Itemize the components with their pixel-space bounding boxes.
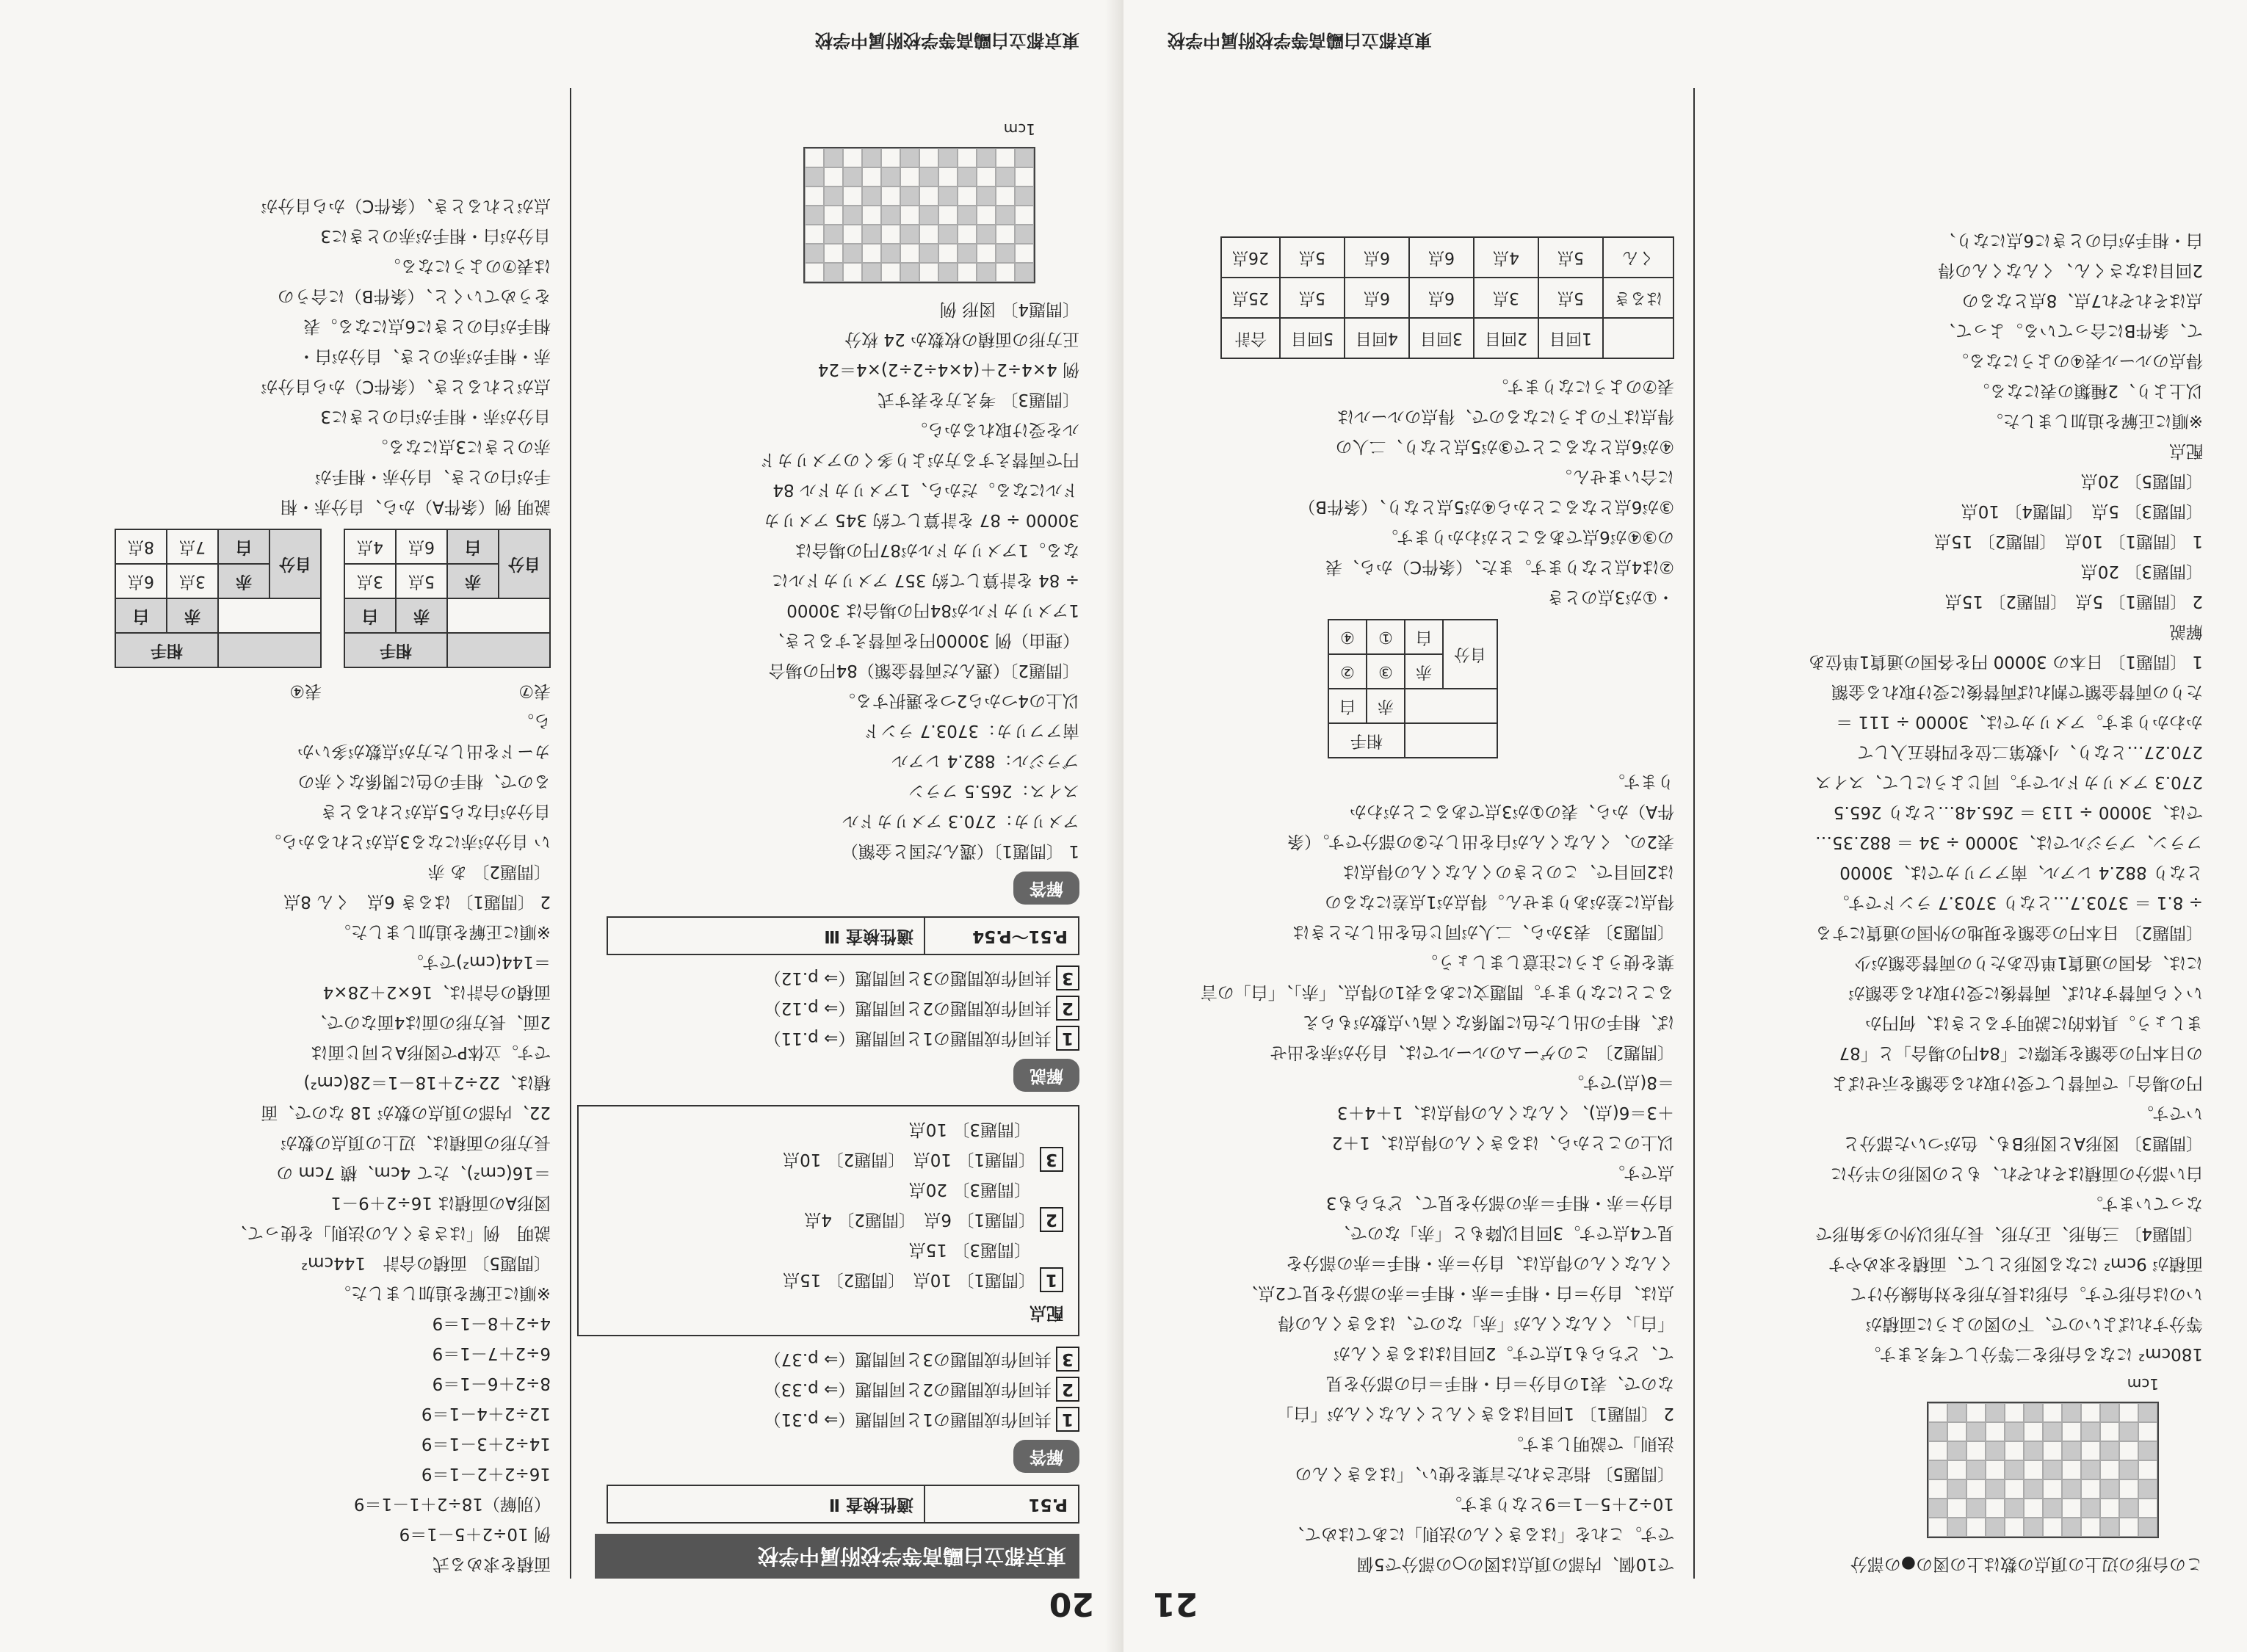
summary-header: 合計 xyxy=(1221,318,1280,358)
summary-row xyxy=(1221,278,1674,318)
text-line: 自分が赤・相手が白のときに3 xyxy=(320,407,551,426)
summary-header: 1回目 xyxy=(1538,318,1603,358)
text-line: いのは台形です。台形は長方形を対角線分けて xyxy=(1849,1284,2203,1303)
table-b xyxy=(115,529,322,668)
text-line: ブラジル：882.4 レアル xyxy=(891,751,1079,770)
text-line: 等分すればよいので、下の図のように面積が xyxy=(1865,1314,2203,1333)
text-line: 得点は下のようになるので、得点のルールは xyxy=(1336,407,1674,426)
text-line: 正方形の面積の枚数か 24 枚分 xyxy=(844,330,1079,349)
summary-cell: 6点 xyxy=(1345,278,1409,318)
text-line: 得点のルール表④のようになる。 xyxy=(1951,351,2203,370)
school-banner: 東京都立白鷗高等学校附属中学校 xyxy=(595,1534,1079,1579)
table-row-header: 白 xyxy=(447,529,499,564)
text-line: 〔問題3〕 5点 〔問題4〕 10点 xyxy=(1961,501,2203,521)
text-line: いです。 xyxy=(2136,1104,2203,1123)
table-row-header: 白 xyxy=(1405,620,1443,654)
score-heading: 配点 xyxy=(1030,1303,1063,1322)
text-line: くんなくんの得点は、自分＝赤・相手＝赤の部分を xyxy=(1286,1253,1674,1272)
summary-name: くん xyxy=(1603,237,1674,278)
text-line: 1アメリカドルが84円の場合は 30000 xyxy=(786,601,1079,620)
text-line: 葉を使うように注意しましょう。 xyxy=(1421,952,1674,971)
text-line: 白・相手が白のときに6点になり、 xyxy=(1939,231,2203,250)
text-line: カードを出した方が点数が多いか xyxy=(297,742,551,761)
table-row-header: 赤 xyxy=(218,564,269,598)
table-col-header: 赤 xyxy=(1367,689,1405,723)
text-line: 30000 ÷ 87 を計算して約 345 アメリカ xyxy=(763,510,1079,529)
text-line: 2 〔問題1〕 1回目はるきくんとくんなくんが「白」 xyxy=(1276,1404,1674,1423)
text-line: ら。 xyxy=(517,711,551,731)
text-line: 相手が白のときに6点になる。表 xyxy=(303,316,551,336)
text-line: ルを受け取れるから。 xyxy=(911,420,1079,439)
section-header-iii xyxy=(607,916,1079,955)
summary-table xyxy=(1220,236,1674,359)
section-title: 適性検査 Ⅲ xyxy=(824,927,913,946)
column-lines xyxy=(1190,766,1674,1579)
text-line: アメリカ：270.3 アメリカドル xyxy=(842,811,1079,830)
column-right-2 xyxy=(66,190,551,1579)
summary-cell: 6点 xyxy=(1409,237,1474,278)
score-tables xyxy=(66,521,551,706)
table-row-header: 赤 xyxy=(447,564,499,598)
text-line: です。これを「はるきくんの法則」にあてはめて、 xyxy=(1287,1524,1674,1543)
table-row-group: 自分 xyxy=(499,529,550,598)
text-line: に合いません。 xyxy=(1555,467,1674,486)
summary-cell: 5点 xyxy=(1538,278,1603,318)
summary-cell: 3点 xyxy=(1474,278,1538,318)
text-line: 〔問題2〕 このゲームのルールでは、自分が赤を出せ xyxy=(1270,1043,1674,1062)
text-line: 〔問題3〕 20点 xyxy=(2080,562,2203,581)
text-line: 点がとれるとき、（条件C）から自分が xyxy=(261,377,551,396)
column-left-1 xyxy=(1718,225,2203,1579)
text-line: 〔問題2〕 日本円の金額を現地の外国の通貨にする xyxy=(1815,923,2203,942)
text-line: 説明 例「はさきくんの法則」を使って、 xyxy=(230,1223,551,1242)
text-line: ることになります。問題文にある表1の得点、「赤」、「白」の言 xyxy=(1200,982,1674,1001)
text-line: 点は、自分＝白・相手＝赤・相手＝赤の部分を見て2点、 xyxy=(1241,1283,1674,1303)
summary-cell: 4点 xyxy=(1474,237,1538,278)
table-label: 表⑦ xyxy=(518,681,551,700)
table-cell: 3点 xyxy=(167,564,218,598)
text-line: スイス：265.5 フラン xyxy=(908,781,1079,800)
text-line: 〔問題5〕 面積の合計 144cm² xyxy=(300,1253,551,1272)
text-line: るので、相手の色に関係なく赤の xyxy=(297,772,551,791)
text-line: （別解）18÷2＋1－1＝9 xyxy=(353,1494,551,1513)
table-header: 相手 xyxy=(115,633,218,667)
text-line: 〔問題5〕 20点 xyxy=(2080,471,2203,490)
text-line: の日本円の金額を実際に「84円の場合」と「87 xyxy=(1839,1043,2203,1062)
summary-cell: 25点 xyxy=(1221,278,1280,318)
text-line: 白い部分の面積はそれぞれ、もとの図形の半分に xyxy=(1830,1164,2203,1183)
text-line: 〔問題3〕 考え方を表す式 xyxy=(878,390,1079,409)
column-left-2 xyxy=(1190,236,1674,1579)
column-lines xyxy=(1718,1548,2203,1579)
table-col-header: 赤 xyxy=(396,598,447,633)
text-line: 積は、22÷2＋18－1＝28(cm²) xyxy=(303,1073,551,1092)
text-line: 長方形の面積は、辺上の頂点の数が xyxy=(281,1133,551,1152)
table-cell: 5点 xyxy=(396,564,447,598)
grid-figure xyxy=(1927,1402,2159,1538)
text-line: 〔問題4〕 三角形、正方形、長方形以外の多角形で xyxy=(1815,1224,2203,1243)
text-line: 面積が 9cm² になる図形として、面積を求めやす xyxy=(1828,1254,2203,1273)
text-line: ば、相手の出した色に関係なく高い点数がもらえ xyxy=(1303,1012,1674,1032)
summary-header xyxy=(1603,318,1674,358)
table-col-header: 白 xyxy=(1328,689,1367,723)
text-line: ※順に正解を追加しました。 xyxy=(333,1283,551,1303)
table-row-header: 白 xyxy=(218,529,269,564)
running-head: 東京都立白鷗高等学校附属中学校 xyxy=(1168,30,1432,51)
column-lines-tail xyxy=(1190,371,1674,612)
summary-cell: 26点 xyxy=(1221,237,1280,278)
text-line: 12÷2＋4－1＝9 xyxy=(421,1404,551,1423)
text-line: 〔問題5〕 指定された言葉を使い、「はるきくんの xyxy=(1295,1464,1674,1483)
text-line: です。立体Pで図形Aと同じ面は xyxy=(311,1043,551,1062)
page-21 xyxy=(1124,0,2247,1652)
table-cell: ① xyxy=(1367,620,1405,654)
text-line: 図形Aの面積は 16÷2＋9－1 xyxy=(330,1193,551,1212)
text-line: 例 4×4÷2＋(4×4÷2÷2)×4＝24 xyxy=(817,360,1079,379)
text-line: 14÷2＋3－1＝9 xyxy=(421,1434,551,1453)
answer-tag: 解答 xyxy=(1013,872,1079,905)
text-line: 面積の合計は、16×2＋28×4 xyxy=(322,982,551,1001)
text-line: なる。1アメリカドルが87円の場合は xyxy=(795,540,1079,559)
score-line: 1〔問題1〕 10点 〔問題2〕 15点 xyxy=(593,1264,1063,1294)
column-lines xyxy=(66,706,551,1579)
text-line: なので、表1の自分＝白・相手＝白の部分を見 xyxy=(1325,1374,1674,1393)
text-line: 〔問題4〕 図形 例 xyxy=(939,300,1079,319)
table-cell: 4点 xyxy=(344,529,396,564)
text-line: 赤のときに3点になる。 xyxy=(371,437,551,456)
text-line: 270.27…となり、小数第二位を四捨五入して xyxy=(1856,742,2203,761)
text-line: ります。 xyxy=(1607,772,1674,791)
summary-cell: 5点 xyxy=(1280,237,1345,278)
table-cell: 6点 xyxy=(396,529,447,564)
answer-tag: 解答 xyxy=(1013,1440,1079,1473)
table-cell: ② xyxy=(1328,654,1367,689)
column-right-1 xyxy=(595,114,1079,1579)
explain-line: 2共同作成問題の2と同問題（⇒ p.12） xyxy=(595,993,1079,1023)
text-line: ④が6点となることで③が5点となり、二人の xyxy=(1335,437,1674,456)
column-divider xyxy=(1693,88,1695,1579)
text-line: 270.3 アメリカドルです。同じようにして、スイス xyxy=(1814,772,2203,791)
text-line: いくら両替すれば、両替後に受け取れる金額が xyxy=(1848,983,2203,1002)
text-line: ÷ 8.1 ＝ 3703.7…となり 3703.7 ランドです。 xyxy=(1832,893,2203,912)
text-line: 件A）から、表の①が3点であることがわか xyxy=(1350,802,1674,821)
text-line: 〔問題3〕 図形Aと図形Bも、色がついた部分と xyxy=(1842,1134,2203,1153)
text-line: 1 〔問題1〕（選んだ国と金額） xyxy=(841,841,1079,861)
answer-line: 3共同作成問題の3と同問題（⇒ p.37） xyxy=(595,1344,1079,1374)
text-line: ＝16(cm²)、たて 4cm、横 7cm の xyxy=(276,1163,551,1182)
text-line: 〔問題3〕 表3から、二人が同じ色を出したときは xyxy=(1292,922,1674,941)
figure-scale-label: 1cm xyxy=(2127,1375,2159,1393)
summary-cell: 6点 xyxy=(1409,278,1474,318)
text-line: 1 〔問題1〕 日本の 30000 円を各国の通貨1単位あ xyxy=(1808,652,2203,671)
text-line: の③④が6点であることがわかります。 xyxy=(1381,527,1674,546)
text-line: 説明 例（条件A）から、自分赤・相 xyxy=(280,497,551,516)
table-cell: 8点 xyxy=(115,529,167,564)
text-line: 点です。 xyxy=(1607,1163,1674,1182)
text-line: たりの両替金額で割れば両替後に受け取れる金額 xyxy=(1831,682,2203,701)
table-b-wrap xyxy=(115,521,322,706)
text-line: ドルになる。だから、1アメリカドル 84 xyxy=(772,480,1079,499)
score-line: 〔問題3〕 20点 xyxy=(908,1180,1031,1199)
table-cell: 6点 xyxy=(115,564,167,598)
column-lines xyxy=(595,294,1079,866)
summary-header: 4回目 xyxy=(1345,318,1409,358)
text-line: をうめていくと、（条件B）に合うの xyxy=(277,286,551,305)
table-row-header: 赤 xyxy=(1405,654,1443,689)
score-line: 3〔問題1〕 10点 〔問題2〕 10点 xyxy=(593,1144,1063,1174)
text-line: この台形の辺上の頂点の数は上の図の●の部分 xyxy=(1850,1554,2203,1573)
table-header: 相手 xyxy=(1328,723,1405,758)
text-line: ＝8(点)です。 xyxy=(1567,1073,1674,1092)
explain-line: 3共同作成問題の3と同問題（⇒ p.12） xyxy=(595,963,1079,993)
table-cell: ④ xyxy=(1328,620,1367,654)
text-line: 2面、長方形の面は4面なので、 xyxy=(310,1012,551,1032)
text-line: 2 〔問題1〕 はるき 6点 くん 8点 xyxy=(283,892,551,911)
text-line: 16÷2＋2－1＝9 xyxy=(421,1464,551,1483)
page-number: 21 xyxy=(1153,1585,1198,1623)
table-header: 相手 xyxy=(344,633,447,667)
text-line: て、条件Bに合っている。よって、 xyxy=(1939,321,2203,340)
summary-header: 2回目 xyxy=(1474,318,1538,358)
section-header-ii xyxy=(607,1485,1079,1524)
text-line: では、30000 ÷ 113 ＝ 265.48…となり 265.5 xyxy=(1833,803,2203,822)
text-line: 面積を求める式 xyxy=(433,1554,551,1573)
text-line: ましょう。具体的に説明するときは、何円か xyxy=(1865,1013,2203,1032)
table-col-header: 赤 xyxy=(167,598,218,633)
text-line: 例 10÷2＋5－1＝9 xyxy=(399,1524,551,1543)
text-line: 自分＝赤・相手＝赤の部分を見て、どちらも3 xyxy=(1325,1193,1674,1212)
figure-scale-label: 1cm xyxy=(1003,120,1035,138)
text-line: 1 〔問題1〕 10点 〔問題2〕 15点 xyxy=(1934,532,2203,551)
text-line: フラン、ブラジルでは、30000 ÷ 34 ＝ 882.35… xyxy=(1814,833,2203,852)
text-line: 8÷2＋6－1＝9 xyxy=(432,1374,551,1393)
text-line: 配点 xyxy=(2169,441,2203,460)
text-line: ÷ 84 を計算して約 357 アメリカドルに xyxy=(771,570,1079,590)
text-line: 円の場合」で両替して受け取れる金額を示せばよ xyxy=(1831,1073,2203,1093)
summary-cell: 6点 xyxy=(1345,237,1409,278)
text-line: い 自分が赤になる3点がとれるから。 xyxy=(264,832,551,851)
text-line: ※順に正解を追加しました。 xyxy=(1986,411,2203,430)
table-col-header: 白 xyxy=(115,598,167,633)
text-line: 以上のことから、はるきくんの得点は、1＋2 xyxy=(1331,1133,1674,1152)
table-label: 表④ xyxy=(289,681,322,700)
text-line: 〔問題2〕（選んだ両替金額）84円の場合 xyxy=(768,661,1079,680)
text-line: ＝144(cm²)です。 xyxy=(406,952,551,971)
score-line: 2〔問題1〕 6点 〔問題2〕 4点 xyxy=(593,1204,1063,1234)
text-line: 赤・相手が赤のとき、自分が白・ xyxy=(297,347,551,366)
table-a-wrap xyxy=(344,521,551,706)
text-line: 2 〔問題1〕 5点 〔問題2〕 15点 xyxy=(1944,592,2203,611)
score-line: 〔問題3〕 10点 xyxy=(908,1120,1031,1139)
score-box xyxy=(577,1105,1079,1336)
explain-line: 1共同作成問題の1と同問題（⇒ p.11） xyxy=(595,1023,1079,1053)
text-line: 180cm² になる台形を二等分して考えます。 xyxy=(1864,1344,2203,1363)
color-table xyxy=(1328,619,1498,758)
text-line: は表⑦のようになる。 xyxy=(383,256,551,275)
summary-cell: 5点 xyxy=(1538,237,1603,278)
text-line: ＋3＝6(点)、くんなくんの得点は、1＋4＋3 xyxy=(1336,1103,1674,1122)
table-cell: ③ xyxy=(1367,654,1405,689)
text-line: 自分が白・相手が赤のときに3 xyxy=(320,226,551,245)
text-line: 表2の、くんなくんが白を出した②の部分です。（条 xyxy=(1287,832,1674,851)
running-head: 東京都立白鷗高等学校附属中学校 xyxy=(815,30,1079,51)
text-line: ・①が3点のとき xyxy=(1546,587,1674,606)
summary-header: 5回目 xyxy=(1280,318,1345,358)
summary-header: 3回目 xyxy=(1409,318,1474,358)
text-line: 22、内部の頂点の数が 18 なので、面 xyxy=(261,1103,551,1122)
text-line: 点がとれるとき、（条件C）から自分が xyxy=(261,196,551,215)
text-line: て、どちらも1点です。2回目ははるきくんが xyxy=(1334,1344,1674,1363)
text-line: かわかります。アメリカでは、30000 ÷ 111 ＝ xyxy=(1836,712,2203,731)
explanation-tag: 解説 xyxy=(1013,1059,1079,1092)
section-page: P.51～P.54 xyxy=(924,918,1078,954)
summary-row xyxy=(1221,237,1674,278)
section-page: P.51 xyxy=(924,1486,1078,1522)
text-line: ③が6点となることから④が5点となり、（条件B） xyxy=(1298,497,1674,516)
answer-line: 2共同作成問題の2と同問題（⇒ p.33） xyxy=(595,1374,1079,1404)
text-line: 4÷2＋8－1＝9 xyxy=(432,1314,551,1333)
text-line: 見て4点です。3回目以降もと「赤」なので、 xyxy=(1334,1223,1674,1242)
summary-cell: 5点 xyxy=(1280,278,1345,318)
score-line: 〔問題3〕 15点 xyxy=(908,1240,1031,1259)
text-line: 2回目はなさくん、くんなくんの得 xyxy=(1937,261,2203,280)
text-line: 〔問題2〕 あ 赤 xyxy=(427,862,551,881)
section-title: 適性検査 Ⅱ xyxy=(828,1495,913,1514)
text-line: 自分が白なら5点がとれるとき xyxy=(320,802,551,821)
text-line: 以上より、2種類の表になる。 xyxy=(1972,381,2203,400)
text-line: なっています。 xyxy=(2085,1194,2203,1213)
text-line: 得点に差がありません。得点が1点差になるの xyxy=(1324,892,1674,911)
summary-name: はるき xyxy=(1603,278,1674,318)
column-lines-tail xyxy=(1718,225,2203,1369)
text-line: 表⑦のようになります。 xyxy=(1491,377,1674,396)
text-line: 南アフリカ：3703.7 ランド xyxy=(864,721,1079,740)
column-divider xyxy=(570,88,571,1579)
text-line: （理由）例 30000円を両替えするとき、 xyxy=(767,631,1079,650)
text-line: 10÷2＋5－1＝9となります。 xyxy=(1444,1494,1674,1513)
text-line: 以上の4つから2つを選択する。 xyxy=(838,691,1079,710)
text-line: は2回目で、このときのくんなくんの得点は xyxy=(1342,862,1674,881)
column-lines-tail xyxy=(66,190,551,521)
text-line: 解説 xyxy=(2169,622,2203,641)
text-line: となり 882.4 レアル、南アフリカでは、30000 xyxy=(1839,863,2203,882)
text-line: ※順に正解を追加しました。 xyxy=(333,922,551,941)
text-line: には、各国の通貨1単位あたりの両替金額が少 xyxy=(1854,953,2203,972)
answer-line: 1共同作成問題の1と同問題（⇒ p.31） xyxy=(595,1404,1079,1434)
text-line: 円で両替えする方がより多くのアメリカド xyxy=(759,450,1079,469)
table-col-header: 白 xyxy=(344,598,396,633)
grid-figure xyxy=(803,147,1035,283)
text-line: 法則」で説明します。 xyxy=(1506,1434,1674,1453)
table-row-group: 自分 xyxy=(269,529,321,598)
text-line: で10個、内部の頂点は図の○の部分で5個 xyxy=(1357,1554,1674,1573)
text-line: ②は4点となります。また、（条件C）から、表 xyxy=(1325,557,1674,576)
text-line: 6÷2＋7－1＝9 xyxy=(432,1344,551,1363)
text-line: 点はそれぞれ7点、8点となるの xyxy=(1961,291,2203,310)
table-cell: 7点 xyxy=(167,529,218,564)
text-line: 「白」、くんなくんが「赤」なので、はるきくんの得 xyxy=(1277,1314,1674,1333)
table-cell: 3点 xyxy=(344,564,396,598)
page-number: 20 xyxy=(1049,1585,1094,1623)
table-row-group: 自分 xyxy=(1443,620,1497,689)
table-a xyxy=(344,529,551,668)
text-line: 手が白のとき、自分赤・相手が xyxy=(314,467,551,486)
